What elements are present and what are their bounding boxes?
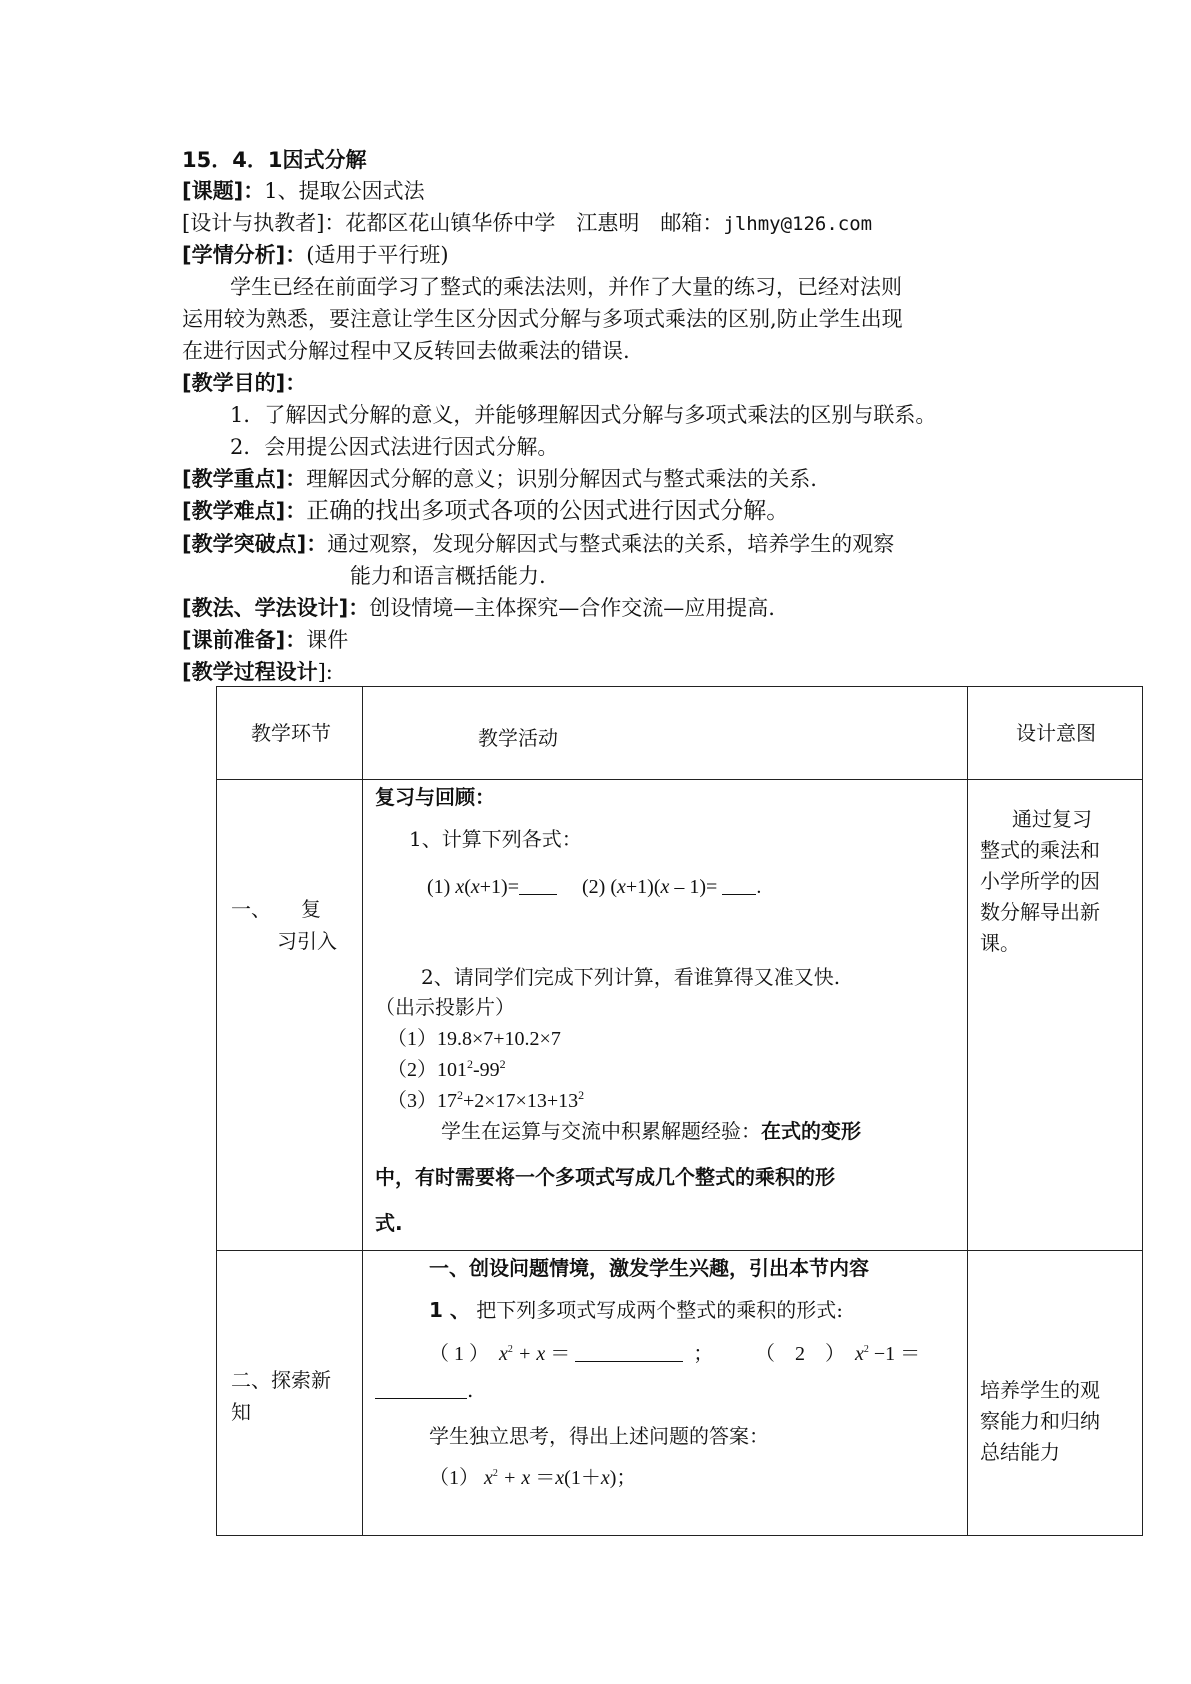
item3-sup-b: 2 (578, 1088, 585, 1102)
row1-stage-a: 一、 复 (231, 897, 321, 921)
row2-stage-b: 知 (231, 1400, 251, 1424)
a1-res-x1: x (555, 1467, 565, 1489)
answer-blank-1 (519, 876, 557, 895)
q1-p2-x1: x (617, 876, 626, 898)
item2-sup-a: 2 (467, 1057, 473, 1071)
row2-intent-2: 察能力和归纳 (980, 1409, 1100, 1433)
p1-num: （ 1 ） (429, 1343, 489, 1365)
analysis-text-1: 学生已经在前面学习了整式的乘法法则，并作了大量的练习，已经对法则 (230, 275, 902, 299)
p1-rest: + x (512, 1343, 546, 1365)
row2-intent-1: 培养学生的观 (980, 1378, 1100, 1402)
row2-q1-num: 1 、 (429, 1298, 470, 1322)
row2-intent-3: 总结能力 (980, 1440, 1060, 1464)
item2-b: -99 (473, 1059, 500, 1081)
row2-stage-cell (217, 1251, 363, 1536)
analysis-value: (适用于平行班) (306, 243, 449, 267)
q1-p2-rest: – 1)= (669, 876, 718, 898)
answer-blank-3 (575, 1343, 683, 1362)
table-header-row (217, 687, 1143, 780)
row2-q1 (429, 1297, 843, 1323)
item2-num: （2） (387, 1059, 437, 1081)
difficulty-line (182, 497, 789, 525)
item2-sup-b: 2 (499, 1057, 506, 1071)
q1-p2-x2: x (660, 876, 670, 898)
key-value: 理解因式分解的意义；识别分解因式与整式乘法的关系. (306, 467, 817, 491)
header-cell-activity (363, 687, 968, 780)
prep-label: [课前准备]： (182, 628, 307, 652)
row1-intent-2: 整式的乘法和 (980, 838, 1100, 862)
a1-res-d: )； (609, 1467, 637, 1489)
row1-intent-cell (968, 780, 1143, 1251)
q1-p1-num: (1) (427, 876, 451, 898)
q1-p1-x2: x (470, 876, 480, 898)
item3-b: +2×17×13+13 (463, 1090, 579, 1112)
q1-end: . (756, 876, 762, 898)
process-table (216, 686, 1143, 1536)
prep-value: 课件 (306, 628, 349, 652)
header-stage: 教学环节 (251, 721, 331, 745)
row1-stage-b: 习引入 (277, 929, 337, 953)
row1-q2-note: （出示投影片） (375, 995, 515, 1019)
topic-label: [课题]： (182, 179, 265, 203)
summary-a: 学生在运算与交流中积累解题经验： (441, 1119, 761, 1143)
key-label: [教学重点]： (182, 467, 307, 491)
p2-end: . (467, 1378, 474, 1402)
a1-res-b: (1＋ (564, 1467, 601, 1489)
header-cell-stage (217, 687, 363, 780)
breakthrough-text-2: 能力和语言概括能力. (350, 564, 546, 588)
row1-stage-cell (217, 780, 363, 1251)
p2-rest: −1 (868, 1343, 896, 1365)
method-label: [教法、学法设计]： (182, 596, 370, 620)
row1-q1: 1、计算下列各式： (409, 827, 582, 851)
difficulty-value: 正确的找出多项式各项的公因式进行因式分解。 (306, 498, 790, 524)
row1-summary-line3: 式. (375, 1211, 403, 1235)
row2-intent-cell (968, 1251, 1143, 1536)
prep-line (182, 626, 348, 654)
breakthrough-text-1: 通过观察，发现分解因式与整式乘法的关系，培养学生的观察 (327, 532, 895, 556)
row2-q1-text: 把下列多项式写成两个整式的乘积的形式: (476, 1298, 843, 1322)
q1-p1-x1: x (455, 876, 465, 898)
designer-value: 花都区花山镇华侨中学 江惠明 邮箱： (345, 211, 724, 235)
designer-line (182, 209, 872, 238)
analysis-text-3: 在进行因式分解过程中又反转回去做乘法的错误. (182, 339, 630, 363)
a1-res-x2: x (600, 1467, 610, 1489)
row1-title: 复习与回顾： (375, 785, 495, 809)
difficulty-label: [教学难点]： (182, 499, 307, 523)
header-intent: 设计意图 (1016, 721, 1096, 745)
table-row (217, 780, 1143, 1251)
document-title: 15．4．1因式分解 (182, 148, 367, 172)
q1-p2-open: ( (610, 876, 617, 898)
analysis-text-2: 运用较为熟悉，要注意让学生区分因式分解与多项式乘法的区别,防止学生出现 (182, 307, 903, 331)
analysis-line (182, 241, 449, 269)
row1-summary-line2: 中，有时需要将一个多项式写成几个整式的乘积的形 (375, 1165, 835, 1189)
a1-x: x (484, 1467, 493, 1489)
designer-label: [设计与执教者]： (182, 211, 346, 235)
row2-answer1: （1） $x^2 + x =x(1+x)$； (429, 1467, 637, 1489)
row1-summary-line1 (441, 1118, 861, 1144)
answer-blank-2 (722, 876, 756, 895)
p2-eq: ＝ (900, 1343, 921, 1365)
answer-blank-4 (375, 1380, 467, 1399)
header-cell-intent (968, 687, 1143, 780)
p1-x: x (499, 1343, 508, 1365)
row2-p2-cont (375, 1377, 473, 1403)
row1-intent-5: 课。 (980, 931, 1020, 955)
row1-item2 (387, 1057, 506, 1083)
a1-plus: + x (497, 1467, 531, 1489)
p1-eq: ＝ (550, 1343, 571, 1365)
breakthrough-label: [教学突破点]： (182, 532, 328, 556)
row1-q2: 2、请同学们完成下列计算，看谁算得又准又快. (421, 965, 841, 989)
goal-1: 1．了解因式分解的意义，并能够理解因式分解与多项式乘法的区别与联系。 (230, 403, 937, 427)
process-end: ]: (317, 660, 333, 684)
analysis-label: [学情分析]： (182, 243, 307, 267)
process-label: [教学过程设计 (182, 660, 318, 684)
q1-p1-rest: +1)= (479, 876, 519, 898)
row1-item1 (387, 1026, 561, 1052)
a1-eq: ＝ (535, 1467, 556, 1489)
row1-intent-3: 小学所学的因 (980, 869, 1100, 893)
row1-item3 (387, 1088, 584, 1114)
item3-a: 17 (437, 1090, 457, 1112)
p2-num: （ 2 ） (755, 1343, 845, 1365)
item2-a: 101 (437, 1059, 467, 1081)
header-activity: 教学活动 (478, 726, 558, 750)
row1-activity-cell (363, 780, 968, 1251)
topic-value: 1、提取公因式法 (264, 179, 425, 203)
item1-expr: 19.8×7+10.2×7 (437, 1028, 561, 1050)
row2-stage-a: 二、探索新 (231, 1368, 331, 1392)
email-text: jlhmy@126.com (723, 213, 873, 235)
p1-sep: ； (693, 1343, 714, 1365)
item1-num: （1） (387, 1028, 437, 1050)
method-value: 创设情境—主体探究—合作交流—应用提高. (369, 596, 775, 620)
goal-2: 2．会用提公因式法进行因式分解。 (230, 435, 559, 459)
method-line (182, 594, 775, 622)
q1-p2-mid: +1)( (625, 876, 661, 898)
a1-num: （1） (429, 1467, 479, 1489)
key-line (182, 465, 817, 493)
summary-b: 在式的变形 (761, 1119, 861, 1143)
process-line (182, 658, 333, 686)
row1-intent-4: 数分解导出新 (980, 900, 1100, 924)
row1-intent-1: 通过复习 (1012, 807, 1092, 831)
item3-sup-a: 2 (457, 1088, 463, 1102)
row2-title: 一、创设问题情境，激发学生兴趣，引出本节内容 (429, 1256, 869, 1280)
p2-x: x (855, 1343, 864, 1365)
goals-label: [教学目的]： (182, 371, 307, 395)
row2-think: 学生独立思考，得出上述问题的答案： (429, 1424, 769, 1448)
table-row (217, 1251, 1143, 1536)
row2-activity-cell (363, 1251, 968, 1536)
q1-p1-open: ( (464, 876, 471, 898)
q1-p2-num: (2) (582, 876, 606, 898)
topic-line (182, 177, 425, 205)
item3-num: （3） (387, 1090, 437, 1112)
breakthrough-line (182, 530, 894, 558)
row1-q1-expressions (427, 874, 761, 900)
row2-p1: （ 1 ） $x^2 + x$ ＝ ； (429, 1343, 714, 1365)
row2-p2: （ 2 ） $x^2 -1$ ＝ (755, 1343, 921, 1365)
